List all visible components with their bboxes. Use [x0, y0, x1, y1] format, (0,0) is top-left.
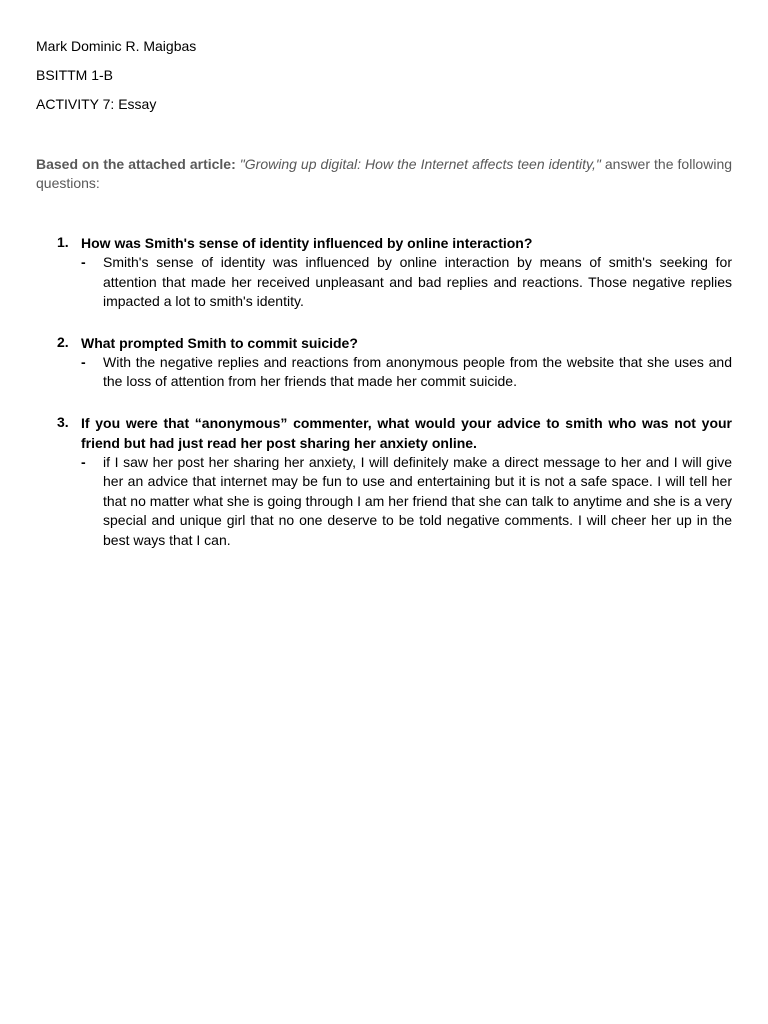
answer-text: if I saw her post her sharing her anxiety, I will definitely make a direct message to her and I will give her an advice that internet may be fun to use and entertaining but it is not a safe space. I will tell her that no matter what she is going through I am her friend that she can talk to anytime and she is a very special and unique girl that no one deserve to be told negative comments. I will cheer her up in the best ways that I can.	[103, 453, 732, 548]
intro-paragraph	[36, 155, 732, 193]
question-number: 1.	[57, 234, 69, 250]
question-text: What prompted Smith to commit suicide?	[81, 334, 358, 351]
answer-item	[81, 453, 732, 551]
article-title: "Growing up digital: How the Internet affects teen identity,"	[239, 156, 601, 172]
answer-bullet: -	[81, 353, 86, 370]
question-number: 2.	[57, 333, 69, 350]
question-text: How was Smith's sense of identity influenced by online interaction?	[81, 235, 533, 251]
answer-text: Smith's sense of identity was influenced by online interaction by means of smith's seeking for attention that made her received unpleasant and bad replies and reactions. Those negative replies impacted a lot to smith's identity.	[103, 254, 732, 309]
intro-lead: Based on the attached article:	[36, 156, 236, 172]
question-list	[36, 233, 732, 571]
question-number: 3.	[57, 413, 69, 430]
answer-text: With the negative replies and reactions from anonymous people from the website that she uses and the loss of attention from her friends that made her commit suicide.	[103, 353, 732, 389]
answer-item	[81, 353, 732, 392]
activity-title: ACTIVITY 7: Essay	[36, 96, 157, 112]
answer-item	[81, 253, 732, 312]
question-text: If you were that “anonymous” commenter, what would your advice to smith who was not your friend but had just read her post sharing her anxiety online.	[81, 414, 732, 451]
question-item	[36, 333, 732, 392]
author-name: Mark Dominic R. Maigbas	[36, 38, 197, 54]
question-item	[36, 413, 732, 551]
question-item	[36, 233, 732, 312]
class-section: BSITTM 1-B	[36, 67, 114, 83]
answer-bullet: -	[81, 453, 86, 470]
intro-instruction: answer the following questions:	[36, 156, 733, 191]
answer-bullet: -	[81, 254, 86, 270]
